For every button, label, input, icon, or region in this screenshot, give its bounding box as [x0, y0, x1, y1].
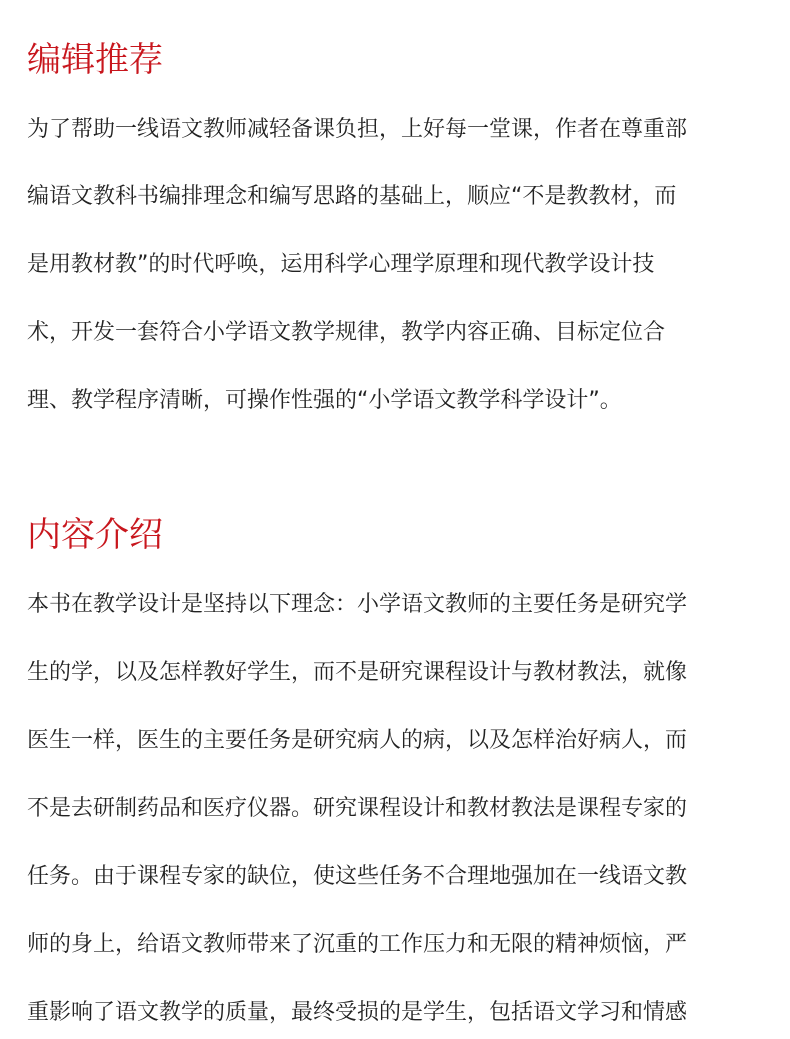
editor-recommendation-line: 为了帮助一线语文教师减轻备课负担，上好每一堂课，作者在尊重部 [27, 117, 688, 142]
content-intro-line: 不是去研制药品和医疗仪器。研究课程设计和教材教法是课程专家的 [27, 796, 688, 821]
content-intro-line: 生的学，以及怎样教好学生，而不是研究课程设计与教材教法，就像 [27, 660, 688, 685]
editor-recommendation-line: 编语文教科书编排理念和编写思路的基础上，顺应“不是教教材，而 [27, 184, 677, 209]
content-intro-line: 重影响了语文教学的质量，最终受损的是学生，包括语文学习和情感 [27, 1000, 688, 1025]
content-intro-line: 任务。由于课程专家的缺位，使这些任务不合理地强加在一线语文教 [27, 864, 688, 889]
content-intro-line: 师的身上，给语文教师带来了沉重的工作压力和无限的精神烦恼，严 [27, 932, 688, 957]
editor-recommendation-line: 是用教材教”的时代呼唤，运用科学心理学原理和现代教学设计技 [27, 252, 655, 277]
editor-recommendation-line: 术，开发一套符合小学语文教学规律，教学内容正确、目标定位合 [27, 320, 666, 345]
editor-recommendation-heading: 编辑推荐 [27, 40, 163, 80]
content-intro-line: 本书在教学设计是坚持以下理念：小学语文教师的主要任务是研究学 [27, 592, 688, 617]
content-intro-heading: 内容介绍 [27, 515, 163, 555]
editor-recommendation-line: 理、教学程序清晰，可操作性强的“小学语文教学科学设计”。 [27, 388, 622, 413]
content-intro-line: 医生一样，医生的主要任务是研究病人的病，以及怎样治好病人，而 [27, 728, 688, 753]
